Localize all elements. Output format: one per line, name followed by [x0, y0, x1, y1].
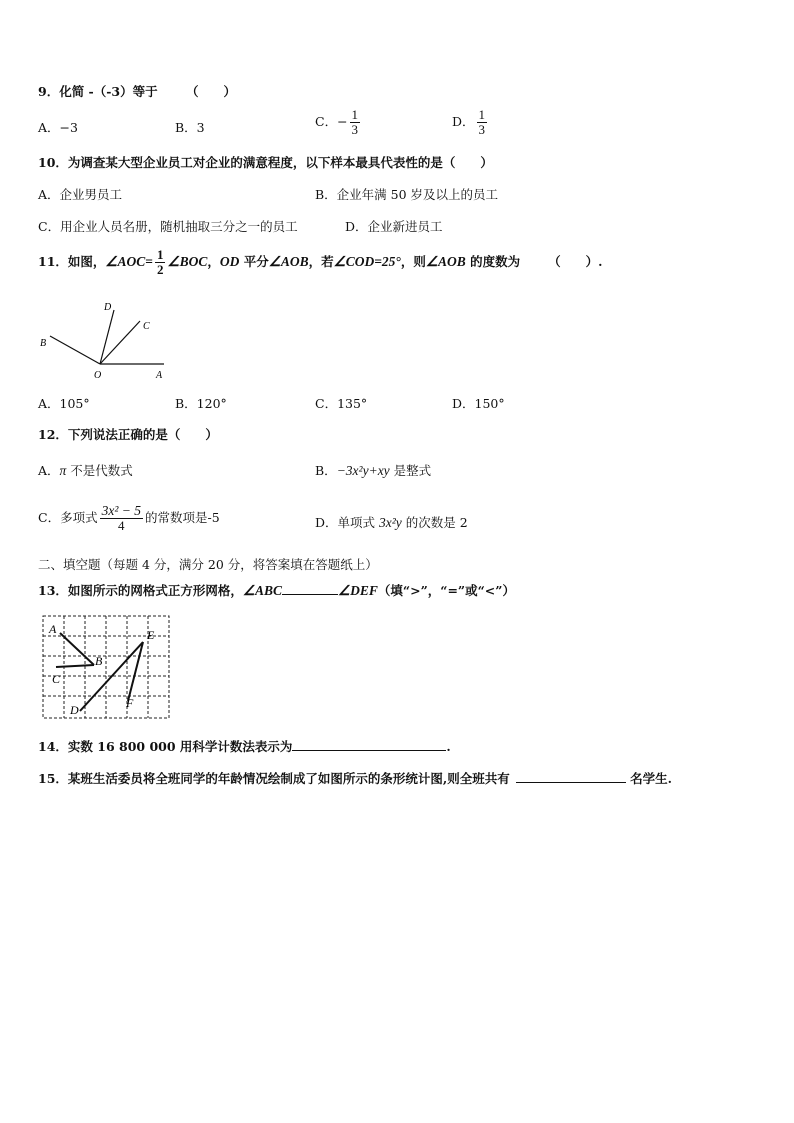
q13-stem [38, 583, 515, 599]
ray-ob [50, 336, 100, 364]
q9-option-d-label: D． [452, 114, 475, 129]
q11-angle-boc: ∠BOC [167, 254, 208, 269]
q13-label-b: B [95, 654, 103, 668]
q9-option-d [452, 108, 489, 137]
q12-c-denominator: 4 [118, 518, 125, 533]
q14-answer-blank[interactable] [292, 750, 446, 751]
q15-end: 名学生. [625, 771, 672, 786]
q13-grid-figure [40, 613, 174, 721]
q15-stem [38, 771, 672, 787]
q9-d-numerator: 1 [478, 107, 486, 122]
q12-a-pi: π [59, 463, 67, 478]
section2-title: 二、填空题（每题 4 分，满分 20 分，将答案填在答题纸上） [38, 557, 378, 572]
q11-angle-aob-2: ∠AOB [425, 254, 466, 269]
q11-bisects: 平分 [239, 254, 269, 269]
q11-angle-cod: ∠COD=25° [333, 254, 401, 269]
q12-option-c [38, 504, 220, 533]
q12-d-text: 的次数是 2 [401, 515, 468, 530]
q11-then: ，则 [400, 254, 426, 269]
q11-half-denominator: 2 [156, 262, 164, 277]
q11-option-c: C．135° [315, 396, 368, 411]
label-c: C [143, 321, 150, 332]
q11-option-d: D．150° [452, 396, 505, 411]
label-d: D [104, 302, 112, 313]
q11-if: ，若 [308, 254, 334, 269]
q9-option-c [315, 108, 362, 137]
q13-angle-abc: ∠ABC [242, 583, 283, 598]
q13-label-c: C [52, 672, 61, 686]
q11-angle-aob: ∠AOB [268, 254, 309, 269]
q9-option-a: A．−3 [38, 120, 78, 135]
q11-half-numerator: 1 [156, 247, 164, 262]
q9-option-c-label: C．− [315, 114, 348, 129]
q11-option-b: B．120° [175, 396, 227, 411]
q12-d-expression: 3x²y [379, 515, 402, 530]
q12-c-fraction [100, 504, 143, 533]
q10-option-c: C．用企业人员名册，随机抽取三分之一的员工 [38, 219, 298, 234]
q13-label-f: F [126, 696, 134, 710]
q12-stem: 12．下列说法正确的是（ ） [38, 427, 218, 442]
q12-a-text: 不是代数式 [66, 463, 133, 478]
q12-c-label: C．多项式 [38, 510, 98, 525]
q12-b-label: B． [315, 463, 337, 478]
label-o: O [94, 370, 102, 381]
q12-option-b [315, 463, 431, 479]
q12-c-text: 的常数项是-5 [144, 510, 220, 525]
q12-c-numerator: 3x² − 5 [101, 503, 141, 518]
q12-d-label: D．单项式 [315, 515, 379, 530]
q14-stem [38, 739, 451, 755]
q12-option-d [315, 515, 468, 531]
q13-label-d: D [70, 703, 79, 717]
label-a: A [156, 370, 163, 381]
q9-d-denominator: 3 [478, 122, 486, 137]
q12-b-expression: −3x²y+xy [336, 463, 390, 478]
q15-answer-blank[interactable] [516, 782, 626, 783]
q11-equals: = [145, 254, 153, 269]
q11-pre: 11．如图， [38, 254, 106, 269]
q9-c-numerator: 1 [351, 107, 359, 122]
q9-stem-text: 9．化简 -（-3）等于 [38, 84, 158, 99]
q14-end: . [446, 739, 451, 754]
q11-angle-aoc: ∠AOC [105, 254, 146, 269]
q13-pre: 13．如图所示的网格式正方形网格， [38, 583, 243, 598]
q12-a-label: A． [38, 463, 60, 478]
q11-option-a: A．105° [38, 396, 90, 411]
q9-option-d-fraction [477, 108, 488, 137]
q11-comma: ， [207, 254, 220, 269]
q10-option-a: A．企业男员工 [38, 187, 123, 202]
q14-stem-text: 14．实数 16 800 000 用科学计数法表示为 [38, 739, 293, 754]
q13-tail: （填“>”，“=”或“<”） [377, 583, 515, 598]
q11-half-fraction [155, 248, 166, 277]
q11-stem [38, 248, 602, 277]
q11-ray-od: OD [219, 254, 240, 269]
q13-label-a: A [49, 622, 57, 636]
q9-option-c-fraction [350, 108, 361, 137]
q9-bracket: （ ） [185, 84, 236, 99]
label-b: B [40, 338, 47, 349]
q9-option-b: B．3 [175, 120, 205, 135]
q13-angle-def: ∠DEF [338, 583, 378, 598]
q12-option-a [38, 463, 133, 479]
q11-bracket: （ ）. [548, 254, 603, 269]
q13-answer-blank[interactable] [282, 594, 338, 595]
q12-b-text: 是整式 [389, 463, 432, 478]
q11-angle-figure [30, 296, 180, 384]
q9-stem [38, 84, 236, 100]
q13-label-e: E [147, 628, 155, 642]
q10-option-b: B．企业年满 50 岁及以上的员工 [315, 187, 499, 202]
q11-tail: 的度数为 [465, 254, 521, 269]
q9-c-denominator: 3 [351, 122, 359, 137]
q10-stem: 10．为调查某大型企业员工对企业的满意程度，以下样本最具代表性的是（ ） [38, 155, 493, 170]
q15-stem-text: 15．某班生活委员将全班同学的年龄情况绘制成了如图所示的条形统计图,则全班共有 [38, 771, 510, 786]
q10-option-d: D．企业新进员工 [345, 219, 443, 234]
